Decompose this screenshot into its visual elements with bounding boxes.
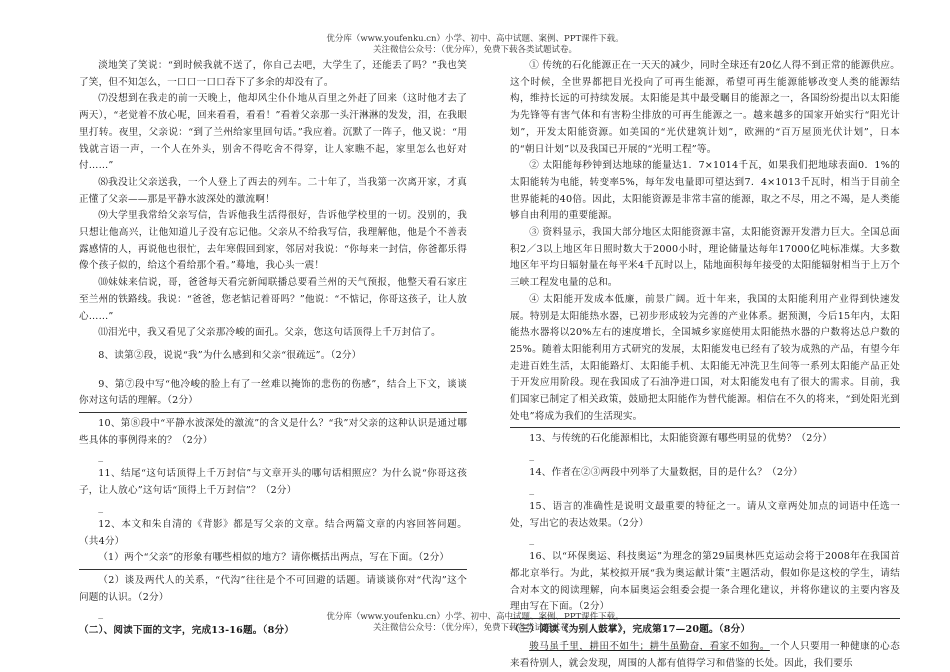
question-12-part2: （2）谈及两代人的关系，“代沟”往往是个不可回避的话题。请谈谈你对“代沟”这个问题的认识。（2分）: [79, 574, 467, 603]
section-2-title: （二）、阅读下面的文字，完成13-16题。（8分）: [79, 625, 295, 637]
divider: [79, 412, 467, 413]
footer-banner-line2: 关注微信公众号：（优分库），免费下载各类试题试卷。: [372, 623, 577, 633]
question-16: 16、以“环保奥运、科技奥运”为理念的第29届奥林匹克运动会将于2008年在我国首都北京举行。为此，某校拟开展“我为奥运献计策”主题活动，假如你是这校的学生，请结合对本文的阅读理解，向本届奥运会组委会提一条合理化建议，并将你建议的主要内容及理由写在下面。（2分）: [510, 551, 900, 613]
header-banner-line2: 关注微信公众号：（优分库），免费下载各类试题试卷。: [372, 45, 577, 55]
passage-paragraph: ⑻我没让父亲送我，一个人登上了西去的列车。二十年了，当我第一次离开家，才真正懂了父亲——那是平静水波深处的激流啊！: [79, 176, 467, 205]
passage-text: 一个人只要用一种健康的心态来看待别人，就会发现，周围的人都有值得学习和借鉴的长处。因此，我们要乐: [510, 640, 900, 669]
question-11: 11、结尾“这句话顶得上千万封信”与文章开头的哪句话相照应？为什么说“你哥这孩子，让人放心”这句话“顶得上千万封信”？（2分）: [79, 468, 467, 497]
passage-paragraph: ⑾泪光中，我又看见了父亲那冷峻的面孔。父亲，您这句话顶得上千万封信了。: [98, 327, 441, 339]
question-12-part1: （1）两个“父亲”的形象有哪些相似的地方？请你概括出两点，写在下面。（2分）: [98, 552, 450, 564]
footer-banner-line1: 优分库（www.youfenku.cn）小学、初中、高中试题、案例、PPT课件下载。: [326, 612, 624, 622]
answer-line[interactable]: _: [529, 483, 535, 495]
passage-paragraph: ④ 太阳能开发成本低廉，前景广阔。近十年来，我国的太阳能利用产业得到快速发展。特别是太阳能热水器，已初步形成较为完善的产业体系。据预测，今后15年内，太阳能热水器将以20%左右的速度增长，全国城乡家庭使用太阳能热水器的户数将达总户数的25%。随着太阳能利用方式研究的发展，太阳能发电已经有了较为成熟的产品，有望今年走进百姓生活，太阳能路灯、太阳能手机、太阳能无冲洗卫生间等一系列太阳能产品正处于开发应用阶段。现在我国成了石油净进口国，对太阳能发电有了很大的需求。目前，我们国家已制定了相关政策，鼓励把太阳能作为替代能源。相信在不久的将来，“到处阳光到处电”将成为我们的生活现实。: [510, 293, 900, 422]
question-9: 9、第⑦段中写“他冷峻的脸上有了一丝难以掩饰的悲伤的伤感”，结合上下文，谈谈你对这句话的理解。（2分）: [79, 378, 467, 407]
right-column: [510, 58, 900, 672]
passage-paragraph: ⑽妹妹来信说，哥，爸爸每天看完新闻联播总要看兰州的天气预报，他整天看石家庄至兰州的铁路线。我说：“爸爸，您老惦记着哥吗？”他说：“不惦记，你哥这孩子，让人放心……”: [79, 277, 467, 322]
header-banner: [0, 34, 950, 56]
question-12: 12、本文和朱自清的《背影》都是写父亲的文章。结合两篇文章的内容回答问题。（共4分）: [79, 518, 467, 547]
divider: [510, 427, 900, 428]
question-14: 14、作者在②③两段中列举了大量数据，目的是什么？（2分）: [529, 467, 803, 479]
left-column: [79, 58, 467, 640]
answer-line[interactable]: _: [98, 451, 104, 463]
answer-line[interactable]: _: [529, 534, 535, 546]
answer-line[interactable]: _: [529, 450, 535, 462]
answer-line[interactable]: _: [98, 608, 104, 620]
passage-paragraph: ① 传统的石化能源正在一天天的减少，同时全球还有20亿人得不到正常的能源供应。这个时候，全世界都把目光投向了可再生能源，希望可再生能源能够改变人类的能源结构，维持长远的可持续发展。太阳能是其中最受瞩目的能源之一，各国纷纷提出以太阳能为先锋等有害气体和有害粉尘排放的可再生能源之一。越来越多的国家开始实行“阳光计划”，开发太阳能资源。如美国的“光伏建筑计划”，欧洲的“百万屋顶光伏计划”，日本的“朝日计划”以及我国已开展的“光明工程”等。: [510, 60, 900, 155]
section-3-title: （三）阅读《为别人鼓掌》，完成第17—20题。（8分）: [510, 624, 751, 636]
footer-banner: [0, 612, 950, 634]
question-10: 10、第⑧段中“平静水波深处的激流”的含义是什么？“我”对父亲的这种认识是通过哪些具体的事例得来的？（2分）: [79, 418, 467, 446]
question-8: 8、读第②段，说说“我”为什么感到和父亲“很疏远”。（2分）: [98, 349, 362, 361]
passage-paragraph: [510, 639, 900, 672]
divider: [79, 569, 467, 570]
passage-paragraph: 淡地笑了笑说：“到时候我就不送了，你自己去吧，大学生了，还能丢了吗？”我也笑了笑，但不知怎么，一口口一口口吞下了多余的却没有了。: [79, 60, 467, 88]
header-banner-line1: 优分库（www.youfenku.cn）小学、初中、高中试题、案例、PPT课件下载。: [326, 34, 624, 44]
passage-paragraph: ⑼大学里我常给父亲写信，告诉他我生活得很好，告诉他学校里的一切。没别的，我只想让他高兴，让他知道儿子没有忘记他。父亲从不给我写信，我理解他，他是个不善表露感情的人，再说他也很忙，去年寒假回到家，邻居对我说：“你每来一封信，你爸都乐得像个孩子似的，给这个看给那个看。”蓦地，我心头一震！: [79, 210, 467, 272]
passage-paragraph: ③ 资料显示，我国大部分地区太阳能资源丰富，太阳能资源开发潜力巨大。全国总面积2／3以上地区年日照时数大于2000小时，理论储量达每年17000亿吨标准煤。大多数地区年平均日辐射量在每平米4千瓦时以上，陆地面积每年接受的太阳能辐射相当于上万个三峡工程发电量的总和。: [510, 227, 900, 289]
passage-paragraph: ⑺没想到在我走的前一天晚上，他却风尘仆仆地从百里之外赶了回来（这时他才去了两天），“老觉着不放心呢，回来看看，看看！”看着父亲那一头汗淋淋的发发，泪，在我眼里打转。夜里，父亲说：“到了兰州给家里回句话。”我应着。沉默了一阵子，他又说：“用钱就言语一声，一个人在外头，别舍不得吃舍不得穿，让人家瞧不起，家里怎么也好对付……”: [79, 93, 467, 172]
passage-paragraph: ② 太阳能每秒钟到达地球的能量达1．7×1014千瓦，如果我们把地球表面0．1%的太阳能转为电能，转变率5%，每年发电量即可望达到7．4×1013千瓦时，相当于目前全世界能耗的40倍。因此，太阳能资源是非常丰富的能源，取之不尽，用之不竭，是人类能够自由利用的重要能源。: [510, 160, 900, 222]
question-15: 15、语言的准确性是说明文最重要的特征之一。请从文章两处加点的词语中任选一处，写出它的表达效果。（2分）: [510, 500, 900, 529]
question-13: 13、与传统的石化能源相比，太阳能资源有哪些明显的优势？（2分）: [529, 433, 833, 445]
underlined-quote: 骏马虽千里，耕田不如牛；耕牛虽勤奋，看家不如狗。: [529, 640, 770, 652]
answer-line[interactable]: _: [98, 501, 104, 513]
